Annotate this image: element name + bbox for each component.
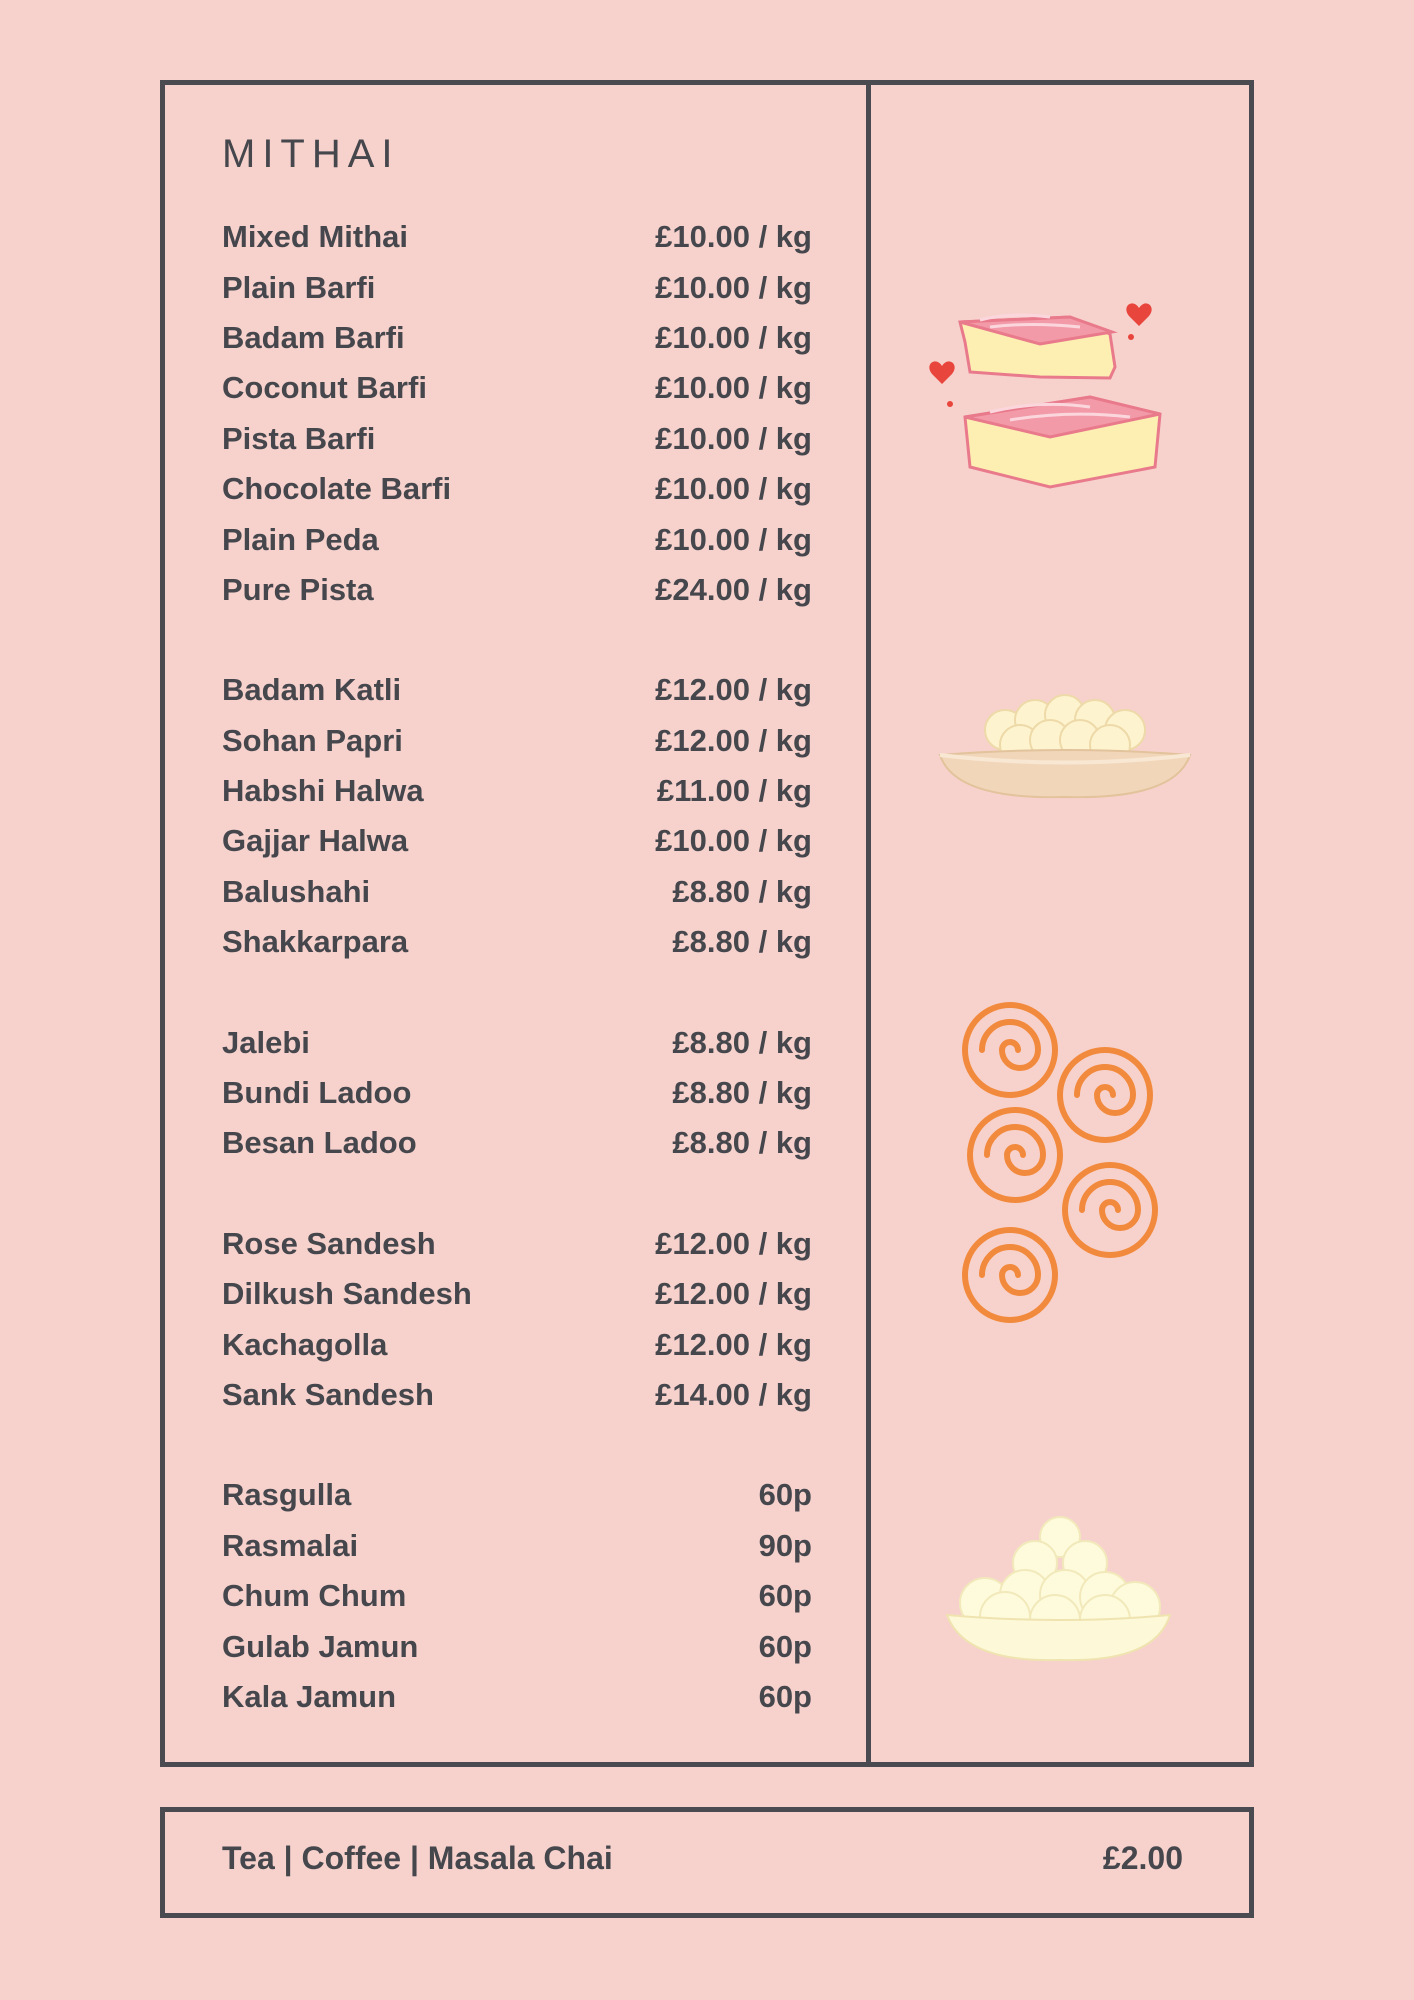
menu-item-price: £12.00 / kg [655,1326,812,1362]
menu-item-name: Habshi Halwa [222,773,424,809]
menu-item-name: Jalebi [222,1024,310,1060]
menu-item-price: £10.00 / kg [655,521,812,557]
menu-group [222,212,812,615]
menu-item [222,766,812,816]
menu-item-price: £12.00 / kg [655,722,812,758]
menu-item-name: Balushahi [222,873,371,909]
menu-item [222,917,812,967]
menu-item-name: Rasgulla [222,1477,352,1513]
menu-item [222,212,812,262]
menu-item-name: Shakkarpara [222,924,409,960]
menu-group [222,1219,812,1421]
menu-item [222,1017,812,1067]
menu-item [222,867,812,917]
menu-item-name: Rasmalai [222,1527,359,1563]
menu-item-name: Mixed Mithai [222,219,409,255]
menu-item-price: £11.00 / kg [656,773,812,809]
menu-item-name: Gajjar Halwa [222,823,409,859]
menu-item-price: £12.00 / kg [655,1225,812,1261]
menu-item-name: Plain Peda [222,521,379,557]
menu-item-price: £10.00 / kg [655,269,812,305]
menu-item [222,313,812,363]
menu-item-name: Badam Katli [222,672,402,708]
menu-group [222,1470,812,1722]
menu-item-name: Plain Barfi [222,269,376,305]
menu-item-name: Chocolate Barfi [222,471,452,507]
menu-item [222,464,812,514]
menu-item-price: £12.00 / kg [655,672,812,708]
drinks-label: Tea | Coffee | Masala Chai [222,1840,613,1876]
menu-item-name: Pista Barfi [222,420,376,456]
menu-item-price: £8.80 / kg [672,1125,812,1161]
barfi-illustration [920,272,1190,512]
menu-item [222,1269,812,1319]
menu-item-price: 60p [758,1578,812,1614]
menu-item [222,665,812,715]
menu-item [222,514,812,564]
menu-item [222,1319,812,1369]
menu-item-price: £10.00 / kg [655,823,812,859]
menu-item-price: £24.00 / kg [655,571,812,607]
menu-item-price: £10.00 / kg [655,471,812,507]
menu-item [222,1370,812,1420]
menu-group [222,665,812,967]
menu-item [222,1470,812,1520]
menu-item-name: Besan Ladoo [222,1125,417,1161]
menu-item-price: 60p [758,1477,812,1513]
menu-item-name: Bundi Ladoo [222,1075,412,1111]
menu-item-price: 60p [758,1678,812,1714]
menu-item-name: Gulab Jamun [222,1628,419,1664]
menu-item-name: Pure Pista [222,571,374,607]
menu-item-price: £8.80 / kg [672,873,812,909]
menu-item [222,1118,812,1168]
rasgulla-bowl-illustration [945,1515,1175,1665]
menu-item-name: Kala Jamun [222,1678,397,1714]
menu-item [222,565,812,615]
sohan-papri-bowl-illustration [935,675,1195,805]
menu-item-name: Badam Barfi [222,319,405,355]
menu-item-price: £10.00 / kg [655,319,812,355]
menu-item [222,363,812,413]
menu-item-name: Rose Sandesh [222,1225,436,1261]
menu-items [222,212,812,1772]
drinks-price: £2.00 [1102,1840,1183,1876]
menu-item-price: £14.00 / kg [655,1377,812,1412]
menu-title: MITHAI [222,132,400,176]
menu-item-price: £10.00 / kg [655,219,812,255]
menu-item-price: £8.80 / kg [672,1075,812,1111]
menu-item [222,1672,812,1722]
menu-item [222,1521,812,1571]
menu-item-price: £10.00 / kg [655,370,812,406]
menu-item-name: Chum Chum [222,1578,407,1614]
menu-item [222,1621,812,1671]
menu-item-price: £8.80 / kg [672,1024,812,1060]
menu-item [222,1219,812,1269]
menu-item [222,716,812,766]
menu-item [222,414,812,464]
menu-item-price: 90p [758,1527,812,1563]
menu-item-name: Dilkush Sandesh [222,1276,472,1312]
menu-item [222,816,812,866]
jalebi-illustration [955,990,1175,1345]
menu-group [222,1017,812,1168]
menu-item-name: Sank Sandesh [222,1377,434,1412]
menu-item-name: Sohan Papri [222,722,403,758]
menu-item-name: Kachagolla [222,1326,388,1362]
menu-item-price: 60p [758,1628,812,1664]
menu-item [222,1068,812,1118]
menu-item-price: £8.80 / kg [672,924,812,960]
menu-item-price: £10.00 / kg [655,420,812,456]
menu-item-name: Coconut Barfi [222,370,427,406]
column-divider [866,80,871,1767]
menu-item [222,262,812,312]
menu-item-price: £12.00 / kg [655,1276,812,1312]
menu-item [222,1571,812,1621]
